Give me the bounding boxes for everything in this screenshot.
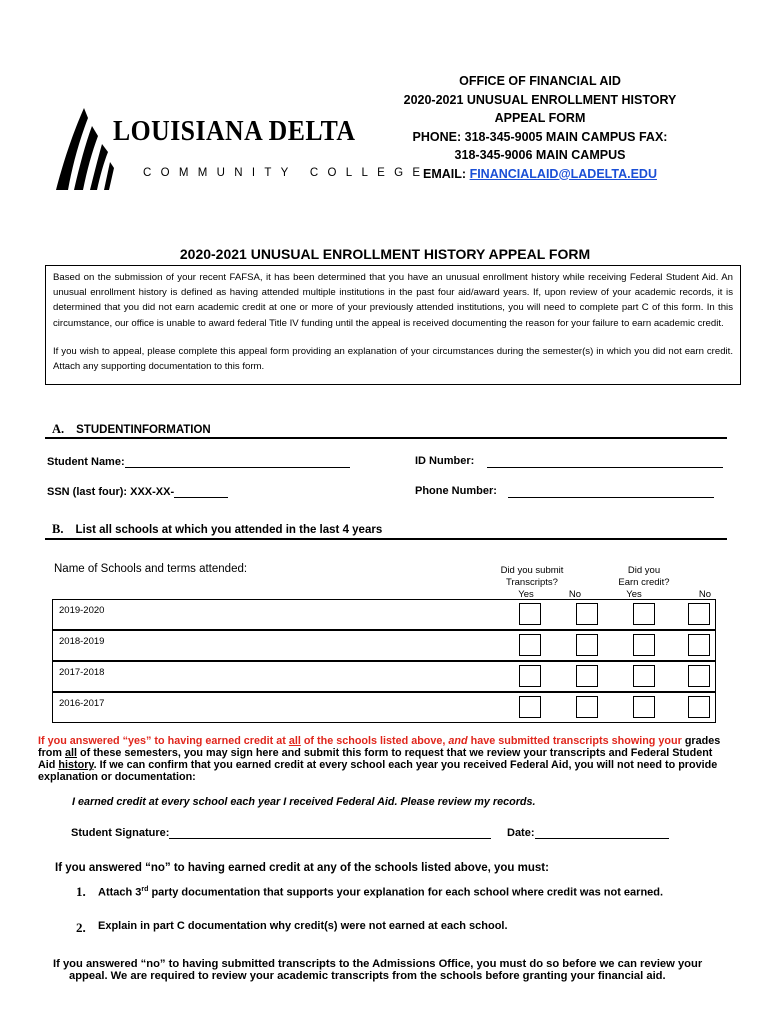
transcripts-yes-checkbox[interactable]	[519, 665, 541, 687]
form-year-title: 2020-2021 UNUSUAL ENROLLMENT HISTORY	[403, 92, 677, 107]
signature-field[interactable]: Student Signature:	[71, 826, 491, 839]
appeal-form-label: APPEAL FORM	[494, 111, 586, 125]
logo-name: LOUISIANA DELTA	[113, 116, 356, 147]
credit-column-header: Did you Earn credit?	[618, 565, 670, 588]
credit-no-checkbox[interactable]	[688, 696, 710, 718]
transcripts-no-checkbox[interactable]	[576, 634, 598, 656]
transcripts-yes-checkbox[interactable]	[519, 634, 541, 656]
phone-number-line[interactable]	[508, 485, 714, 498]
transcripts-yes-checkbox[interactable]	[519, 696, 541, 718]
transcripts-no-checkbox[interactable]	[576, 603, 598, 625]
date-line[interactable]	[535, 826, 669, 839]
ssn-field[interactable]: SSN (last four): XXX-XX-	[47, 485, 228, 498]
phone-line: PHONE: 318-345-9005 MAIN CAMPUS FAX:	[412, 129, 668, 144]
credit-yes-checkbox[interactable]	[633, 603, 655, 625]
date-field[interactable]: Date:	[507, 826, 669, 839]
no-credit-item-2: 2. Explain in part C documentation why credit(s) were not earned at each school.	[76, 920, 508, 935]
id-number-field[interactable]: ID Number:	[415, 455, 475, 467]
signature-line[interactable]	[169, 826, 491, 839]
no-transcripts-instructions: If you answered “no” to having submitted transcripts to the Admissions Office, you must do so before we can review your appeal. We are required to review your academic transcripts from the schools before granting your financial aid.	[53, 958, 703, 982]
yes-instructions: If you answered “yes” to having earned credit at all of the schools listed above, and have submitted transcripts showing your grades from all of these semesters, you may sign here and submit this form to request that we review your transcripts and Federal Student Aid history. If we can confirm that you earned credit at every school each year you received Federal Aid, you will not need to provide explanation or documentation:	[38, 735, 721, 783]
transcripts-no-header: No	[568, 589, 582, 600]
section-b-heading: B. List all schools at which you attended in the last 4 years	[52, 522, 383, 536]
transcripts-no-checkbox[interactable]	[576, 665, 598, 687]
section-a-heading: A. STUDENTINFORMATION	[52, 422, 211, 436]
email-line: EMAIL: FINANCIALAID@LADELTA.EDU	[423, 166, 657, 181]
email-link[interactable]: FINANCIALAID@LADELTA.EDU	[469, 166, 657, 181]
no-credit-intro: If you answered “no” to having earned credit at any of the schools listed above, you must:	[55, 862, 549, 874]
no-credit-item-1: 1. Attach 3rd party documentation that supports your explanation for each school where credit was not earned.	[76, 884, 664, 899]
section-b-divider	[45, 538, 727, 540]
transcripts-yes-header: Yes	[518, 589, 534, 600]
credit-no-checkbox[interactable]	[688, 603, 710, 625]
schools-label: Name of Schools and terms attended:	[54, 563, 248, 575]
ssn-line[interactable]	[174, 485, 228, 498]
term-row: 2016-2017	[52, 692, 716, 723]
transcripts-no-checkbox[interactable]	[576, 696, 598, 718]
office-header	[390, 72, 690, 183]
student-name-line[interactable]	[125, 455, 350, 468]
credit-no-checkbox[interactable]	[688, 665, 710, 687]
form-title: 2020-2021 UNUSUAL ENROLLMENT HISTORY APPEAL FORM	[179, 246, 591, 262]
credit-no-header: No	[698, 589, 712, 600]
transcripts-yes-checkbox[interactable]	[519, 603, 541, 625]
logo-subtitle: COMMUNITY COLLEGE	[143, 167, 430, 179]
credit-yes-checkbox[interactable]	[633, 665, 655, 687]
phone-number-field[interactable]: Phone Number:	[415, 485, 497, 497]
transcripts-column-header: Did you submit Transcripts?	[500, 565, 564, 588]
student-name-field[interactable]: Student Name:	[47, 455, 350, 468]
credit-yes-header: Yes	[626, 589, 642, 600]
credit-yes-checkbox[interactable]	[633, 696, 655, 718]
office-name: OFFICE OF FINANCIAL AID	[459, 74, 621, 88]
credit-no-checkbox[interactable]	[688, 634, 710, 656]
credit-yes-checkbox[interactable]	[633, 634, 655, 656]
term-row: 2018-2019	[52, 630, 716, 661]
phone-line-2: 318-345-9006 MAIN CAMPUS	[454, 148, 626, 162]
term-row: 2019-2020	[52, 599, 716, 630]
section-a-divider	[45, 437, 727, 439]
attestation-text: I earned credit at every school each year I received Federal Aid. Please review my records.	[72, 796, 536, 808]
intro-paragraph: Based on the submission of your recent FAFSA, it has been determined that you have an unusual enrollment history while receiving Federal Student Aid. An unusual enrollment history is defined as having attended multiple institutions in the past four aid/award years. If, upon review of your academic records, it is determined that you did not earn academic credit at one or more of your previously attended institutions, you will need to complete part C of this form. In this circumstance, our office is unable to award federal Title IV funding until the appeal is received documenting the reason for your failure to earn academic credit.	[53, 272, 733, 329]
id-number-line[interactable]	[487, 455, 723, 468]
term-row: 2017-2018	[52, 661, 716, 692]
intro-box	[45, 265, 741, 385]
intro-paragraph-2: If you wish to appeal, please complete this appeal form providing an explanation of your circumstances during the semester(s) in which you did not earn credit. Attach any supporting documentation to this form.	[53, 345, 733, 373]
